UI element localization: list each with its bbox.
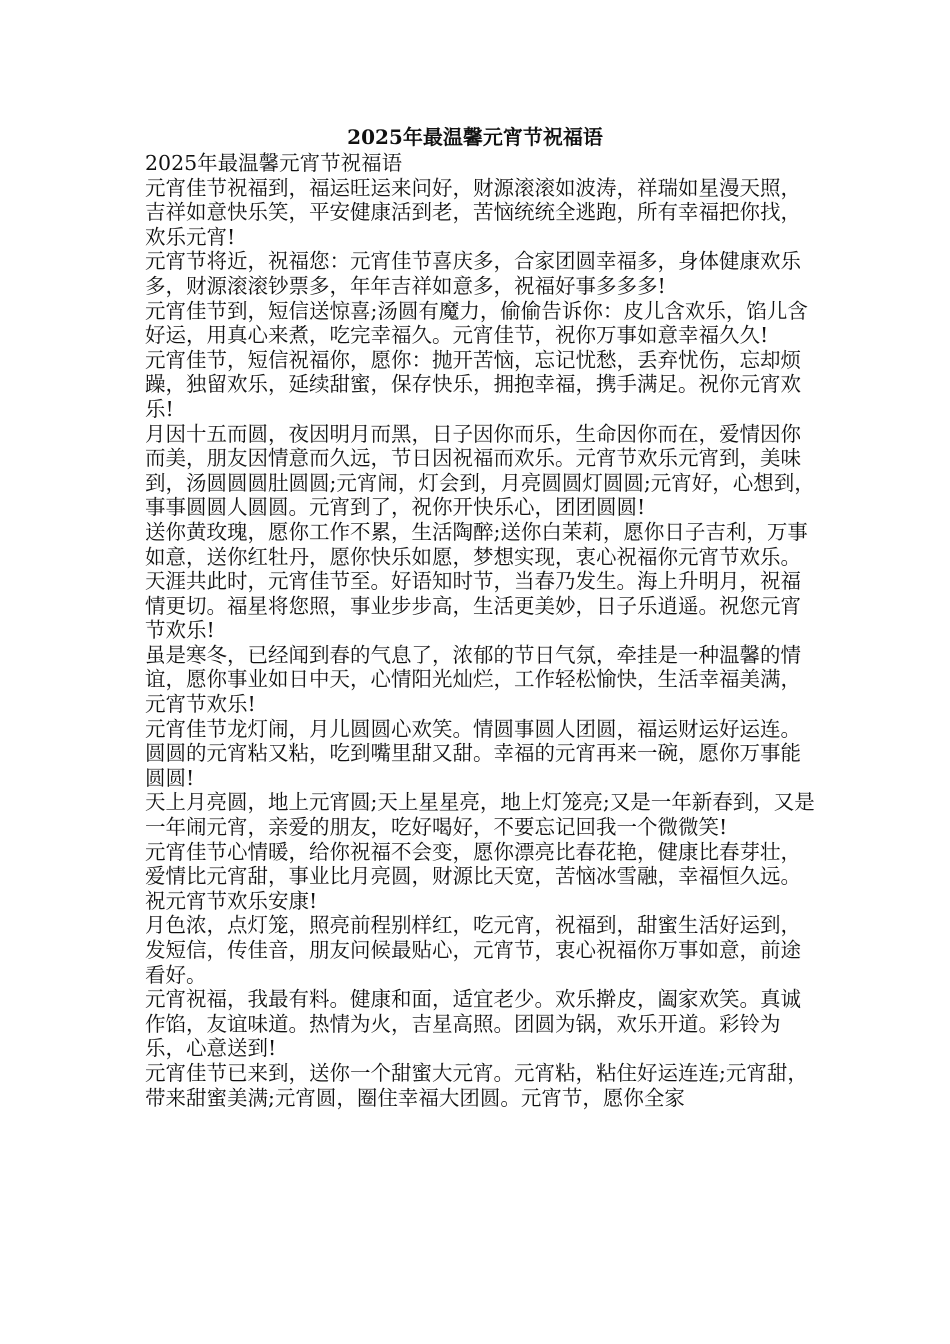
greeting-paragraph-4: 元宵佳节，短信祝福你，愿你：抛开苦恼，忘记忧愁，丢弃忧伤，忘却烦躁，独留欢乐，延续甜蜜，保存快乐，拥抱幸福，携手满足。祝你元宵欢乐! [145, 347, 801, 421]
greeting-paragraph-1: 元宵佳节祝福到，福运旺运来问好，财源滚滚如波涛，祥瑞如星漫天照，吉祥如意快乐笑，平安健康活到老，苦恼统统全逃跑，所有幸福把你找，欢乐元宵! [145, 175, 801, 249]
document-title: 2025年最温馨元宵节祝福语 [347, 125, 603, 149]
greeting-paragraph-6: 送你黄玫瑰，愿你工作不累，生活陶醉;送你白茉莉，愿你日子吉利，万事如意，送你红牡丹，愿你快乐如愿，梦想实现，衷心祝福你元宵节欢乐。 [145, 519, 808, 569]
greeting-paragraph-11: 元宵佳节心情暖，给你祝福不会变，愿你漂亮比春花艳，健康比春芽壮，爱情比元宵甜，事业比月亮圆，财源比天宽，苦恼冰雪融，幸福恒久远。祝元宵节欢乐安康! [145, 839, 801, 913]
greeting-paragraph-5: 月因十五而圆，夜因明月而黑，日子因你而乐，生命因你而在，爱情因你而美，朋友因情意而久远，节日因祝福而欢乐。元宵节欢乐元宵到，美味到，汤圆圆圆肚圆圆;元宵闹，灯会到，月亮圆圆灯圆圆;元宵好，心想到，事事圆圆人圆圆。元宵到了，祝你开快乐心，团团圆圆! [145, 421, 815, 520]
document-subtitle: 2025年最温馨元宵节祝福语 [145, 151, 403, 175]
greeting-paragraph-2: 元宵节将近，祝福您：元宵佳节喜庆多，合家团圆幸福多，身体健康欢乐多，财源滚滚钞票多，年年吉祥如意多，祝福好事多多多! [145, 249, 801, 298]
greeting-paragraph-12: 月色浓，点灯笼，照亮前程别样红，吃元宵，祝福到，甜蜜生活好运到，发短信，传佳音，朋友问候最贴心，元宵节，衷心祝福你万事如意，前途看好。 [145, 913, 801, 987]
greeting-paragraph-3: 元宵佳节到，短信送惊喜;汤圆有魔力，偷偷告诉你：皮儿含欢乐，馅儿含好运，用真心来煮，吃完幸福久。元宵佳节，祝你万事如意幸福久久! [145, 298, 808, 348]
greeting-paragraph-13: 元宵祝福，我最有料。健康和面，适宜老少。欢乐擀皮，阖家欢笑。真诚作馅，友谊味道。热情为火，吉星高照。团圆为锅，欢乐开道。彩铃为乐，心意送到! [145, 987, 801, 1061]
greeting-paragraph-7: 天涯共此时，元宵佳节至。好语知时节，当春乃发生。海上升明月，祝福情更切。福星将您照，事业步步高，生活更美妙，日子乐逍遥。祝您元宵节欢乐! [145, 569, 801, 643]
document-body [145, 151, 815, 1110]
greeting-paragraph-8: 虽是寒冬，已经闻到春的气息了，浓郁的节日气氛，牵挂是一种温馨的情谊，愿你事业如日中天，心情阳光灿烂，工作轻松愉快，生活幸福美满，元宵节欢乐! [145, 642, 801, 717]
greeting-paragraph-9: 元宵佳节龙灯闹，月儿圆圆心欢笑。情圆事圆人团圆，福运财运好运连。圆圆的元宵粘又粘，吃到嘴里甜又甜。幸福的元宵再来一碗，愿你万事能圆圆! [145, 716, 801, 790]
greeting-paragraph-14: 元宵佳节已来到，送你一个甜蜜大元宵。元宵粘，粘住好运连连;元宵甜，带来甜蜜美满;元宵圆，圈住幸福大团圆。元宵节，愿你全家 [145, 1060, 808, 1110]
greeting-paragraph-10: 天上月亮圆，地上元宵圆;天上星星亮，地上灯笼亮;又是一年新春到，又是一年闹元宵，亲爱的朋友，吃好喝好，不要忘记回我一个微微笑! [145, 790, 815, 840]
